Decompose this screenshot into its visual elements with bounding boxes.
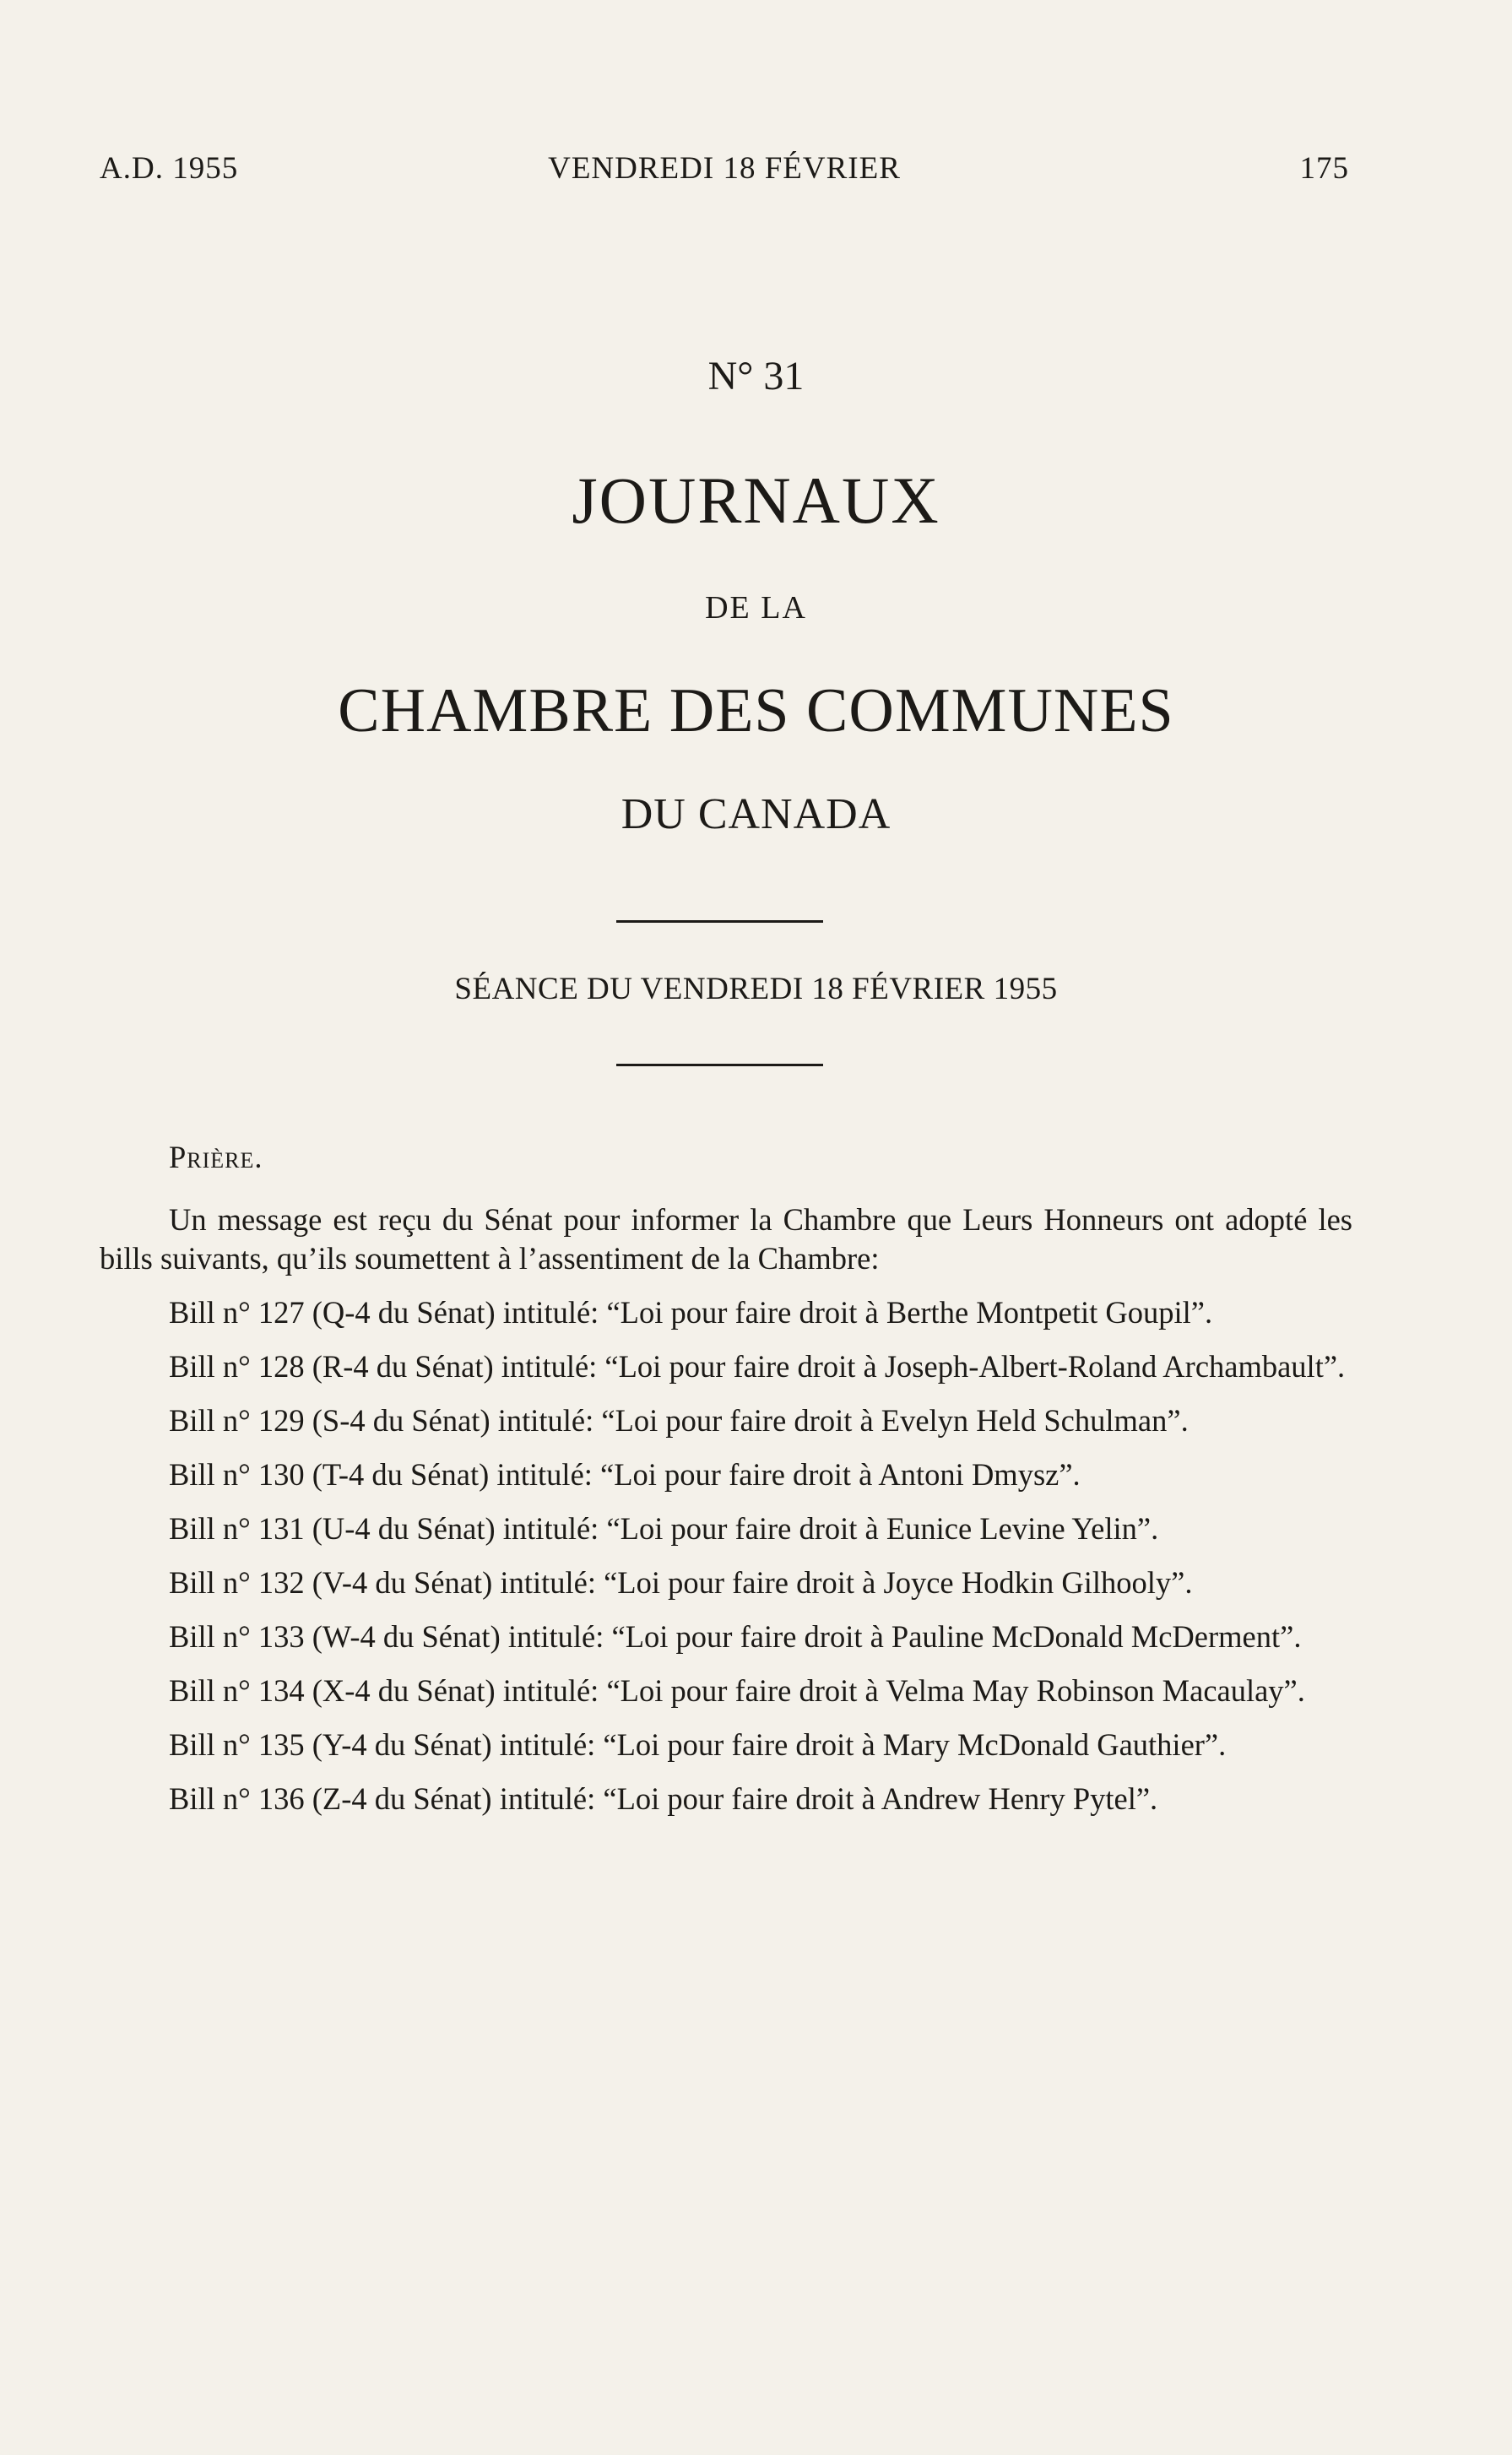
divider-rule-top [616, 920, 823, 923]
journal-subtitle-de-la: DE LA [705, 590, 807, 626]
bill-entry: Bill n° 127 (Q-4 du Sénat) intitulé: “Loi pour faire droit à Berthe Montpetit Goupil”. [169, 1295, 1213, 1330]
header-date: VENDREDI 18 FÉVRIER [548, 151, 901, 186]
journal-number: N° 31 [707, 354, 805, 398]
bill-entry: Bill n° 134 (X-4 du Sénat) intitulé: “Loi pour faire droit à Velma May Robinson Macaulay”. [169, 1673, 1305, 1708]
bill-entry: Bill n° 135 (Y-4 du Sénat) intitulé: “Loi pour faire droit à Mary McDonald Gauthier”. [169, 1727, 1227, 1762]
bill-entry: Bill n° 131 (U-4 du Sénat) intitulé: “Loi pour faire droit à Eunice Levine Yelin”. [169, 1511, 1159, 1546]
divider-rule-bottom [616, 1064, 823, 1066]
running-header [100, 150, 1349, 192]
bill-entry: Bill n° 132 (V-4 du Sénat) intitulé: “Loi pour faire droit à Joyce Hodkin Gilhooly”. [169, 1565, 1193, 1600]
page-number: 175 [1299, 151, 1349, 186]
sitting-heading: SÉANCE DU VENDREDI 18 FÉVRIER 1955 [454, 972, 1058, 1006]
journal-chamber-title: CHAMBRE DES COMMUNES [338, 676, 1174, 745]
prayer-heading: Prière. [169, 1140, 263, 1174]
bill-entry: Bill n° 133 (W-4 du Sénat) intitulé: “Loi pour faire droit à Pauline McDonald McDerment”. [169, 1619, 1302, 1654]
header-year: A.D. 1955 [100, 151, 239, 186]
journal-title: JOURNAUX [572, 463, 940, 537]
bill-entry: Bill n° 129 (S-4 du Sénat) intitulé: “Loi pour faire droit à Evelyn Held Schulman”. [169, 1403, 1189, 1438]
journal-country: DU CANADA [621, 790, 891, 838]
senate-message-paragraph: Un message est reçu du Sénat pour informer la Chambre que Leurs Honneurs ont adopté les bills suivants, qu’ils soumettent à l’assentiment de la Chambre: [100, 1202, 1352, 1276]
bill-entry: Bill n° 136 (Z-4 du Sénat) intitulé: “Loi pour faire droit à Andrew Henry Pytel”. [169, 1781, 1158, 1816]
bill-entry: Bill n° 128 (R-4 du Sénat) intitulé: “Loi pour faire droit à Joseph-Albert-Roland Archambault”. [169, 1349, 1346, 1384]
journal-body [100, 1138, 1352, 1834]
bill-entry: Bill n° 130 (T-4 du Sénat) intitulé: “Loi pour faire droit à Antoni Dmysz”. [169, 1457, 1081, 1492]
